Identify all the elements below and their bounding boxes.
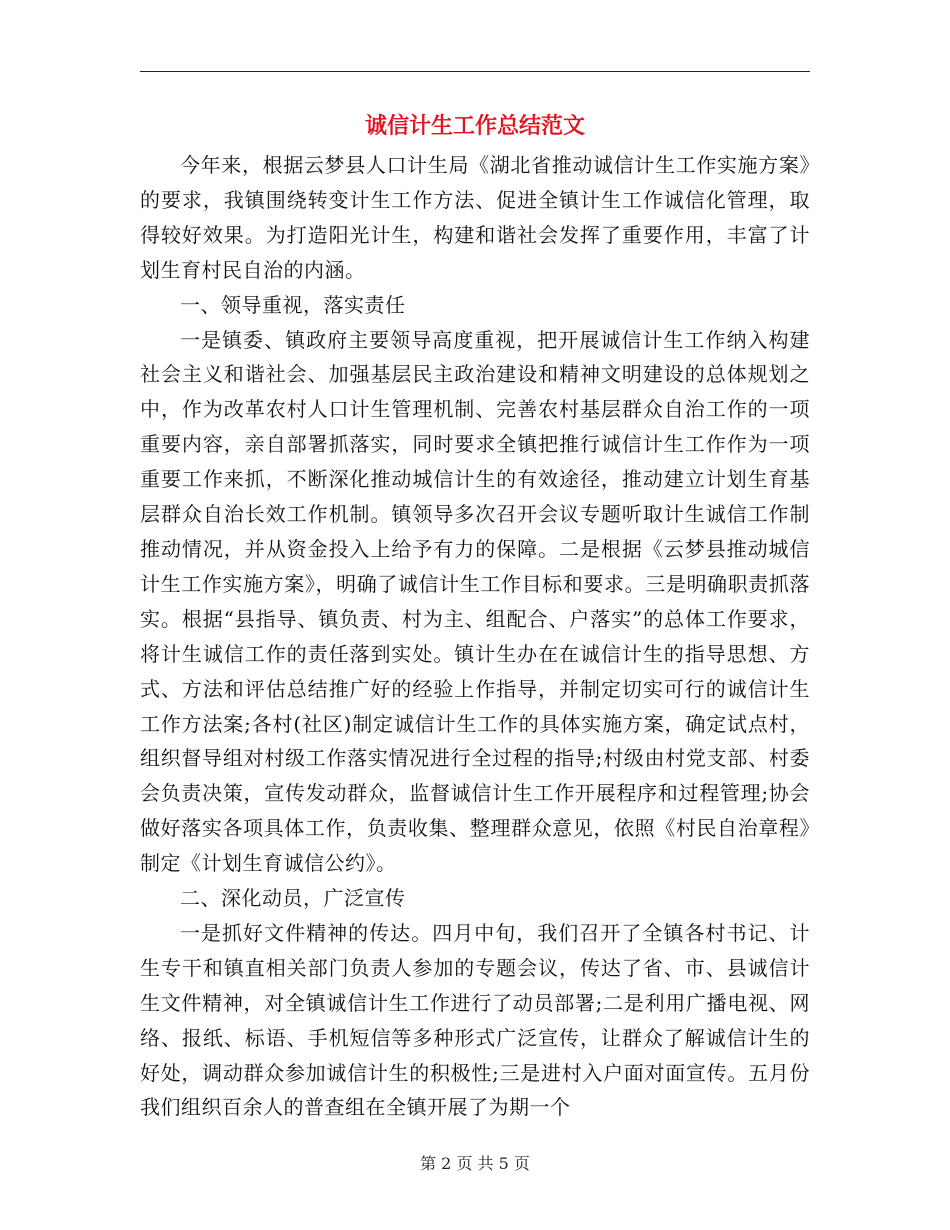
section-heading-1: 一、领导重视，落实责任 [180, 292, 406, 317]
document-title: 诚信计生工作总结范文 [364, 113, 585, 139]
page-footer [0, 1152, 950, 1176]
paragraph-section-2: 一是抓好文件精神的传达。四月中旬，我们召开了全镇各村书记、计生专干和镇直相关部门负责人参加的专题会议，传达了省、市、县诚信计生文件精神，对全镇诚信计生工作进行了动员部署;二是利用广播电视、网络、报纸、标语、手机短信等多种形式广泛宣传，让群众了解诚信计生的好处，调动群众参加诚信计生的积极性;三是进村入户面对面宣传。五月份我们组织百余人的普查组在全镇开展了为期一个 [140, 920, 810, 1120]
paragraph-section-1: 一是镇委、镇政府主要领导高度重视，把开展诚信计生工作纳入构建社会主义和谐社会、加强基层民主政治建设和精神文明建设的总体规划之中，作为改革农村人口计生管理机制、完善农村基层群众自治工作的一项重要内容，亲自部署抓落实，同时要求全镇把推行诚信计生工作作为一项重要工作来抓，不断深化推动城信计生的有效途径，推动建立计划生育基层群众自治长效工作机制。镇领导多次召开会议专题听取计生诚信工作制推动情况，并从资金投入上给予有力的保障。二是根据《云梦县推动城信计生工作实施方案》，明确了诚信计生工作目标和要求。三是明确职责抓落实。根据“县指导、镇负责、村为主、组配合、户落实”的总体工作要求，将计生诚信工作的责任落到实处。镇计生办在在诚信计生的指导思想、方式、方法和评估总结推广好的经验上作指导，并制定切实可行的诚信计生工作方法案;各村(社区)制定诚信计生工作的具体实施方案，确定试点村，组织督导组对村级工作落实情况进行全过程的指导;村级由村党支部、村委会负责决策，宣传发动群众，监督诚信计生工作开展程序和过程管理;协会做好落实各项具体工作，负责收集、整理群众意见，依照《村民自治章程》制定《计划生育诚信公约》。 [140, 327, 810, 876]
total-page-count: 5 [498, 1154, 509, 1173]
paragraph-intro: 今年来，根据云梦县人口计生局《湖北省推动诚信计生工作实施方案》的要求，我镇围绕转变计生工作方法、促进全镇计生工作诚信化管理，取得较好效果。为打造阳光计生，构建和谐社会发挥了重要作用，丰富了计划生育村民自治的内涵。 [140, 153, 810, 282]
page-number-suffix: 页 [513, 1154, 530, 1173]
document-body [140, 148, 810, 1125]
page-number-middle: 页 共 [456, 1154, 494, 1173]
page-number-prefix: 第 [420, 1154, 437, 1173]
current-page-number: 2 [441, 1154, 452, 1173]
header-rule [140, 71, 810, 72]
section-heading-2: 二、深化动员，广泛宣传 [180, 886, 406, 911]
